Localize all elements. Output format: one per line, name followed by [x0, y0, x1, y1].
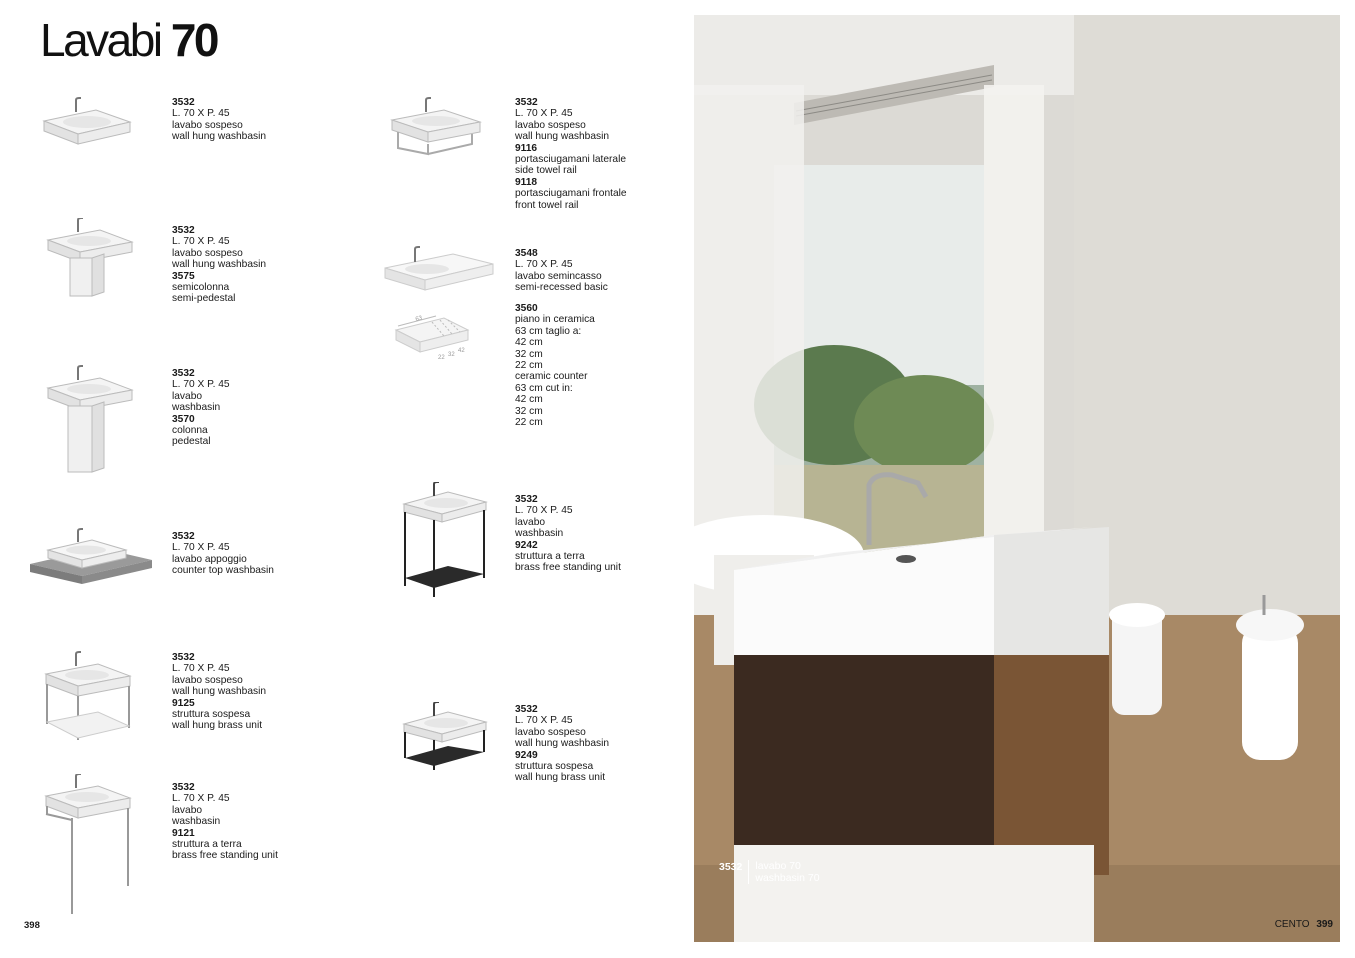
accessory-code: 3575: [172, 270, 195, 282]
description-en: washbasin: [515, 528, 564, 540]
washbasin-black-wall-unit-icon: [400, 702, 490, 774]
spec-block-11: [515, 704, 665, 784]
dim-22: 22: [438, 355, 445, 361]
accessory-en: wall hung brass unit: [172, 720, 263, 732]
caption-line-2: washbasin 70: [755, 872, 820, 884]
description-it: lavabo sospeso: [515, 726, 586, 738]
product-code: 3532: [172, 225, 195, 236]
description-en: wall hung washbasin: [172, 131, 267, 143]
washbasin-pedestal-icon: [44, 364, 136, 476]
description-it: lavabo sospeso: [172, 247, 243, 259]
accessory-en: pedestal: [172, 436, 211, 448]
dimensions: L. 70 X P. 45: [172, 108, 230, 120]
description-en: washbasin: [172, 816, 221, 828]
cut-en: 63 cm cut in:: [515, 382, 573, 394]
spec-block-8: [515, 248, 665, 294]
title-bold: 70: [170, 14, 218, 66]
dimensions: L. 70 X P. 45: [172, 236, 230, 248]
size-42: 42 cm: [515, 337, 543, 349]
size-32-en: 32 cm: [515, 405, 543, 417]
product-code: 3532: [515, 704, 538, 715]
product-code: 3532: [515, 97, 538, 108]
size-22-en: 22 cm: [515, 417, 543, 429]
spec-block-7: [515, 97, 665, 211]
description-en: ceramic counter: [515, 371, 588, 383]
counter-top-washbasin-icon: [30, 528, 155, 586]
dim-32: 32: [448, 352, 455, 358]
description-en: washbasin: [172, 402, 221, 414]
dimensions: L. 70 X P. 45: [515, 108, 573, 120]
dimensions: L. 70 X P. 45: [172, 379, 230, 391]
bathroom-photo: [694, 15, 1340, 942]
washbasin-free-standing-icon: [42, 774, 134, 916]
size-42-en: 42 cm: [515, 394, 543, 406]
washbasin-black-free-standing-icon: [400, 482, 490, 600]
accessory-it: struttura sospesa: [515, 761, 594, 773]
washbasin-brass-unit-icon: [42, 650, 134, 746]
title-light: Lavabi: [40, 14, 161, 66]
dimensions: L. 70 X P. 45: [172, 542, 230, 554]
description-it: lavabo sospeso: [515, 119, 586, 131]
product-code: 3532: [172, 368, 195, 379]
description-it: lavabo: [172, 390, 203, 402]
ceramic-counter-icon: [392, 308, 488, 364]
accessory-2-it: portasciugamani frontale: [515, 188, 627, 200]
washbasin-semi-pedestal-icon: [44, 218, 136, 300]
description-en: wall hung washbasin: [172, 259, 267, 271]
semi-recessed-washbasin-icon: [383, 244, 495, 294]
product-code: 3532: [172, 782, 195, 793]
spec-block-6: [172, 782, 322, 862]
description-it: lavabo sospeso: [172, 674, 243, 686]
accessory-en: semi-pedestal: [172, 293, 236, 305]
accessory-it: colonna: [172, 425, 208, 437]
brand-footer: [1275, 919, 1333, 930]
dimensions: L. 70 X P. 45: [515, 715, 573, 727]
product-code: 3532: [515, 494, 538, 505]
washbasin-towel-rail-icon: [388, 96, 488, 156]
dim-63: 63: [414, 315, 423, 323]
accessory-code-2: 9118: [515, 176, 538, 188]
description-it: lavabo semincasso: [515, 270, 602, 282]
product-code: 3532: [172, 652, 195, 663]
caption-code: 3532: [719, 861, 743, 873]
dimensions: L. 70 X P. 45: [172, 663, 230, 675]
size-22: 22 cm: [515, 360, 543, 372]
description-en: wall hung washbasin: [172, 686, 267, 698]
spec-block-5: [172, 652, 322, 732]
page-title: [40, 14, 217, 66]
accessory-it: struttura sospesa: [172, 709, 251, 721]
accessory-en: brass free standing unit: [172, 850, 278, 862]
cut-it: 63 cm taglio a:: [515, 325, 582, 337]
accessory-code: 9125: [172, 697, 195, 709]
photo-caption: [719, 860, 820, 884]
spec-block-9: [515, 303, 665, 428]
accessory-code: 9121: [172, 827, 195, 839]
accessory-code: 9116: [515, 142, 538, 154]
description-it: lavabo appoggio: [172, 553, 247, 565]
product-code: 3548: [515, 248, 538, 259]
spec-block-2: [172, 225, 322, 305]
caption-line-1: lavabo 70: [755, 860, 801, 872]
dim-42: 42: [458, 348, 465, 354]
accessory-it: portasciugamani laterale: [515, 154, 626, 166]
description-it: lavabo: [172, 804, 203, 816]
description-it: lavabo sospeso: [172, 119, 243, 131]
accessory-code: 3570: [172, 413, 195, 425]
size-32: 32 cm: [515, 348, 543, 360]
accessory-code: 9242: [515, 539, 538, 551]
description-en: wall hung washbasin: [515, 738, 610, 750]
accessory-2-en: front towel rail: [515, 199, 579, 211]
accessory-code: 9249: [515, 749, 538, 761]
accessory-en: brass free standing unit: [515, 562, 621, 574]
description-it: lavabo: [515, 516, 546, 528]
dimensions: L. 70 X P. 45: [515, 505, 573, 517]
product-code: 3532: [172, 531, 195, 542]
product-code: 3560: [515, 303, 538, 314]
left-page-number: 398: [24, 920, 40, 931]
accessory-it: struttura a terra: [515, 551, 585, 563]
right-page-number: 399: [1316, 919, 1333, 930]
dimensions: L. 70 X P. 45: [172, 793, 230, 805]
accessory-en: side towel rail: [515, 165, 577, 177]
description-en: semi-recessed basic: [515, 282, 608, 294]
brand-name: CENTO: [1274, 919, 1310, 930]
spec-block-3: [172, 368, 322, 448]
accessory-it: struttura a terra: [172, 839, 242, 851]
description-en: counter top washbasin: [172, 565, 274, 577]
wall-hung-washbasin-icon: [40, 96, 135, 146]
accessory-en: wall hung brass unit: [515, 772, 606, 784]
spec-block-4: [172, 531, 322, 577]
dimensions: L. 70 X P. 45: [515, 259, 573, 271]
description-it: piano in ceramica: [515, 314, 595, 326]
spec-block-10: [515, 494, 665, 574]
spec-block-1: [172, 97, 322, 143]
caption-text: [748, 860, 819, 884]
product-code: 3532: [172, 97, 195, 108]
description-en: wall hung washbasin: [515, 131, 610, 143]
accessory-it: semicolonna: [172, 282, 230, 294]
